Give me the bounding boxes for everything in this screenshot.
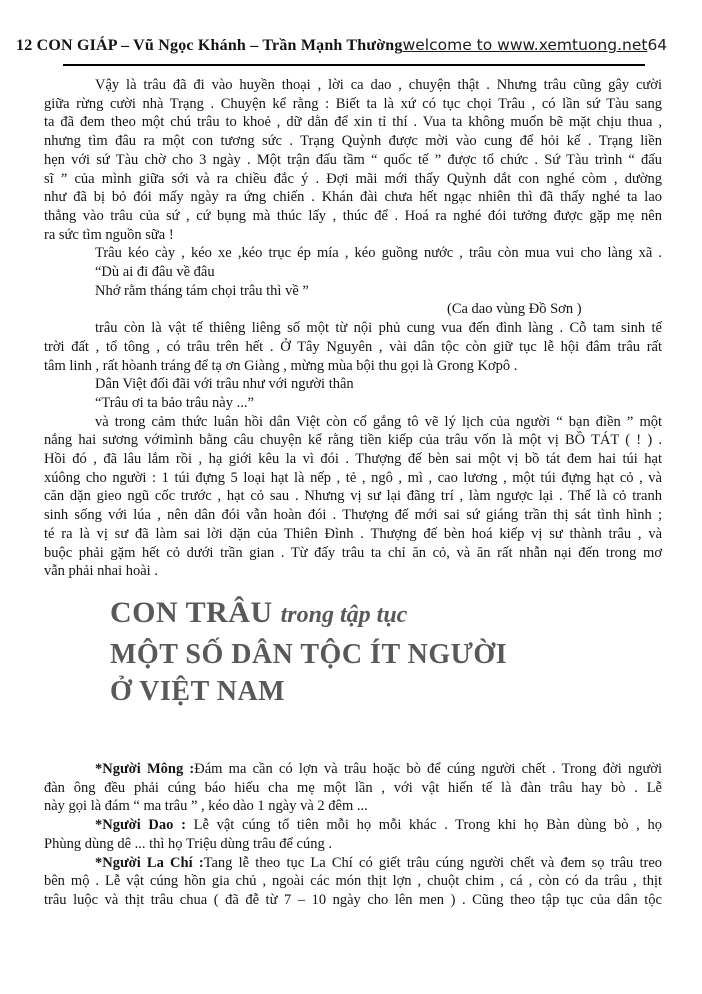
viet-people-line	[44, 375, 662, 394]
book-title: 12 CON GIÁP – Vũ Ngọc Khánh – Trần Mạnh Thường	[16, 37, 403, 54]
story-paragraph	[44, 76, 662, 244]
text-line: trâu còn là vật tế thiêng liêng số một từ nội phủ cung vua đến đình làng . Cỗ tam sinh tế	[95, 320, 662, 337]
text-line: Phùng dùng dê ... thì họ Triệu dùng trâu để cúng .	[44, 835, 332, 852]
page-number: 64	[647, 36, 668, 54]
text-line: sinh sống với lúa , nên dân đói vẫn hoàn đói . Thượng đế mới sai sứ giáng trần thị sát tình hình ;	[44, 507, 662, 524]
website-link[interactable]: welcome to www.xemtuong.net	[402, 36, 648, 54]
text-line: căn dặn gieo ngũ cốc trước , hạt cỏ sau . Nhưng vị sư lại đãng trí , làm ngược lại . Thế là cỏ tranh	[44, 488, 662, 505]
text-line: Dân Việt đối đãi với trâu như với người thân	[95, 376, 354, 393]
ethnic-customs-text-block	[44, 760, 662, 910]
text-line: tâm linh , rất hòanh tráng để tạ ơn Giàng , mừng mùa bội thu gọi là Grong Kơpô .	[44, 357, 518, 374]
text-line: *Người La Chí :Tang lễ theo tục La Chí có giết trâu cúng người chết và đem sọ trâu treo	[95, 854, 662, 871]
text-line: ta đã đem theo một chú trâu to khoẻ , dữ dằn để xin tỉ thí . Vua ta không muốn bẽ mặt chịu thua ,	[44, 114, 662, 131]
text-line: thẳng vào trâu của sứ , cứ bụng mà thúc lấy , thúc để . Hoá ra nghé đói tưởng được gặp mẹ nên	[44, 207, 662, 224]
text-line: Vậy là trâu đã đi vào huyền thoại , lời ca dao , chuyện thật . Nhưng trâu cũng gây cười	[95, 77, 662, 93]
sacrifice-paragraph	[44, 319, 662, 375]
section-title-line-1	[110, 594, 702, 636]
reincarnation-paragraph	[44, 413, 662, 581]
nguoi-la-chi-paragraph	[44, 854, 662, 910]
body-text-block	[44, 76, 662, 581]
folk-verse-line-1	[44, 263, 662, 282]
text-line: này gọi là đám “ ma trâu ” , kéo dào 1 ngày và 2 đêm ...	[44, 798, 368, 815]
text-line: Nhớ rằm tháng tám chọi trâu thì về ”	[95, 282, 309, 299]
text-line: *Người Dao : Lễ vật cúng tổ tiên mỗi họ mỗi khác . Trong khi họ Bàn dùng bò , họ	[95, 817, 662, 834]
text-line: vẫn phải nhai hoài .	[44, 563, 158, 580]
text-line: ra sức tìm nguồn sữa !	[44, 226, 174, 243]
text-line: giữa rừng cười nhà Trạng . Chuyện kể rằng : Biết ta là xứ có tục chọi Trâu , có lần sứ Tàu sang	[44, 95, 662, 112]
text-line: nắng hai sương vớimình bằng câu chuyện kể rằng tiền kiếp của trâu vốn là một vị BỒ TÁT ( ! ) .	[44, 432, 662, 449]
ethnic-group-label: *Người Mông :	[95, 760, 195, 777]
ethnic-group-label: *Người Dao :	[95, 817, 186, 834]
nguoi-dao-paragraph	[44, 816, 662, 853]
text-line: *Người Mông :Đám ma cần có lợn và trâu hoặc bò để cúng người chết . Trong đời người	[95, 760, 662, 777]
text-line: như đã bị bỏ đói mấy ngày ra ứng chiến . Khán đài chưa hết ngạc nhiên thì đã thấy nghé ta lao	[44, 189, 662, 206]
text-line: bên mộ . Lễ vật cúng hồn gia chủ , ngoài các món thịt lợn , chuột chim , cá , còn có da trâu , thịt	[44, 873, 662, 890]
nguoi-mong-paragraph	[44, 760, 662, 816]
page-header	[16, 36, 668, 55]
text-line: Trâu kéo cày , kéo xe ,kéo trục ép mía , kéo guồng nước , trâu còn mua vui cho làng xã .	[95, 245, 662, 262]
buffalo-work-paragraph	[44, 244, 662, 263]
text-line: và trong cảm thức luân hồi dân Việt còn cố gắng tô vẽ lý lịch của người “ bạn điền ” một	[95, 413, 662, 430]
text-line: sĩ ” của mình giữa sới và ra chiều đắc ý . Đợi mãi mới thấy Quỳnh dắt con nghé còm , dường	[44, 170, 662, 187]
text-line: “Dù ai đi đâu về đâu	[95, 264, 215, 281]
buffalo-quote-line	[44, 394, 662, 413]
section-title	[110, 594, 702, 710]
ethnic-group-label: *Người La Chí :	[95, 854, 204, 871]
section-title-line-3: Ở VIỆT NAM	[110, 675, 286, 707]
verse-attribution	[44, 300, 662, 319]
header-divider	[63, 64, 645, 66]
text-line: buộc phải gặm hết cỏ dưới trần gian . Từ đấy trâu ta chỉ ăn cỏ, và ăn rất nhẫn nại đến trong mơ	[44, 544, 662, 561]
text-line: nhưng tìm đâu ra một con tương sức . Trạng Quỳnh được mời vào cung để hỏi kế . Trạng liền	[44, 133, 662, 150]
text-line: té ra là vị sư đã làm sai lời dặn của Thiên Đình . Thượng đế bèn hoá kiếp vị sư thành trâu , và	[44, 525, 662, 542]
section-title-subtitle: trong tập tục	[280, 601, 408, 628]
folk-verse-line-2	[44, 282, 662, 301]
text-line: hẹn với sứ Tàu chờ cho 3 ngày . Một trận đấu tầm “ quốc tế ” được tổ chức . Sứ Tàu trình “ đấu	[44, 151, 662, 168]
text-line: xúông cho người : 1 túi đựng 5 loại hạt là nếp , tẻ , ngô , mì , cao lương , một túi đựng hạt cỏ , và	[44, 469, 662, 486]
section-title-main: CON TRÂU	[110, 595, 273, 629]
text-line: Hồi đó , đã lâu lắm rồi , hạ giới kêu la vì đói . Thượng đế bèn sai một vị bồ tát đem hai túi hạt	[44, 451, 662, 468]
text-line: (Ca dao vùng Đồ Sơn )	[447, 301, 582, 318]
text-line: trâu luộc và thịt trâu chua ( đã đễ từ 7 – 10 ngày cho lên men ) . Cũng theo tập tục của dân tộc	[44, 891, 662, 908]
text-line: trời đất , tổ tông , có trâu trên hết . Ở Tây Nguyên , vài dân tộc còn giữ tục lễ hội đâm trâu rất	[44, 338, 662, 355]
section-title-line-2: MỘT SỐ DÂN TỘC ÍT NGƯỜI	[110, 638, 508, 670]
text-line: đàn ông đều phải cúng báo hiếu cha mẹ một lần , với vật hiến tế là đàn trâu hay bò . Lễ	[44, 779, 662, 796]
header-right	[403, 36, 668, 54]
text-line: “Trâu ơi ta bảo trâu này ...”	[95, 394, 254, 411]
